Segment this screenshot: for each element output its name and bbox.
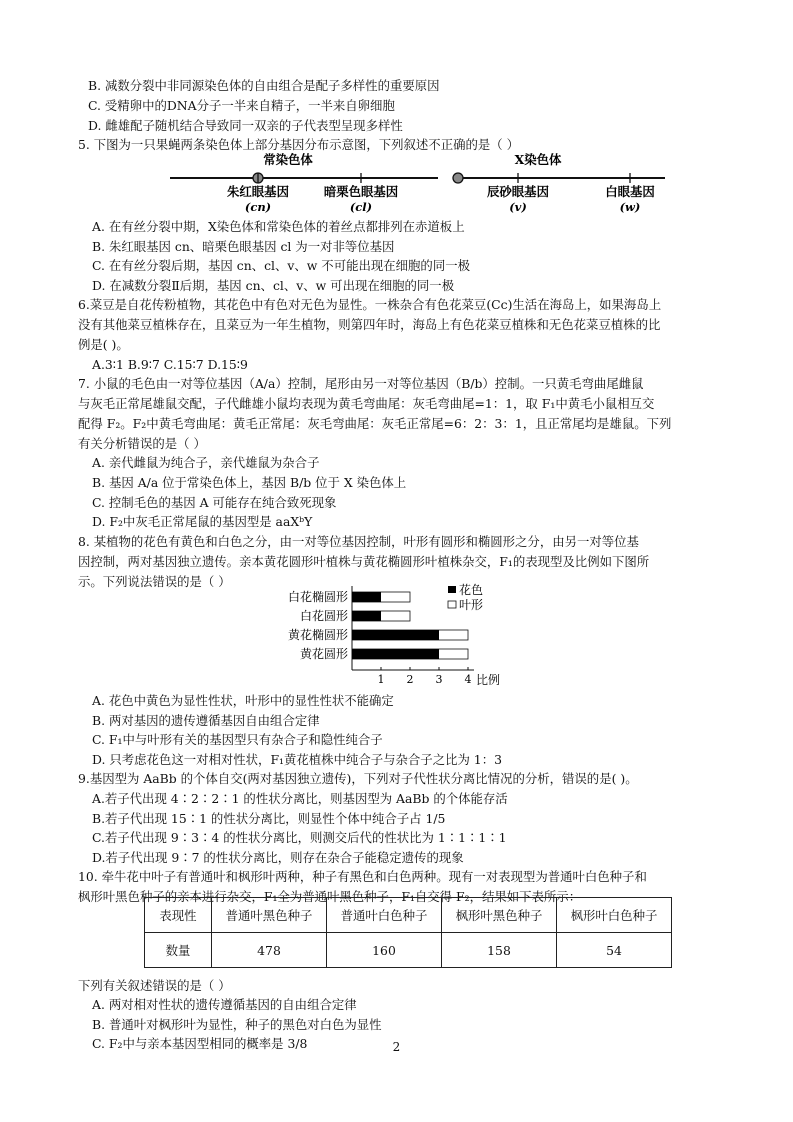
table-header-cell: 枫形叶白色种子 — [557, 898, 672, 933]
bar-flower-color — [352, 630, 439, 640]
f2-result-table — [144, 897, 672, 968]
table-header-cell: 普通叶白色种子 — [327, 898, 442, 933]
text-line-q7A: A. 亲代雌鼠为纯合子，亲代雄鼠为杂合子 — [92, 455, 320, 470]
text-line-q7c: 配得 F₂。F₂中黄毛弯曲尾：黄毛正常尾：灰毛弯曲尾：灰毛正常尾=6：2：3：1，且正常尾均是雄鼠。下列 — [78, 416, 672, 431]
x-axis-label: 比例 — [476, 673, 501, 687]
text-line-q10c: 下列有关叙述错误的是（ ） — [78, 978, 231, 993]
text-line-q8c: 示。下列说法错误的是（ ） — [78, 574, 231, 589]
x-centromere — [453, 173, 463, 183]
autosome-title: 常染色体 — [263, 152, 313, 167]
text-line-q10A: A. 两对相对性状的遗传遵循基因的自由组合定律 — [92, 997, 357, 1012]
table-header-row — [145, 898, 672, 933]
x-tick-label: 2 — [406, 673, 414, 686]
gene-cn-label: 朱红眼基因 — [227, 184, 289, 199]
legend-leaf-shape: 叶形 — [459, 598, 484, 612]
text-line-q7d: 有关分析错误的是（ ） — [78, 436, 206, 451]
table-row — [145, 933, 672, 968]
gene-w-symbol: (w) — [619, 200, 641, 214]
x-chromosome-title: X染色体 — [514, 152, 562, 167]
gene-cl-symbol: (cl) — [349, 200, 373, 214]
chromosome-diagram — [160, 152, 680, 214]
text-line-q8b: 因控制，两对基因独立遗传。亲本黄花圆形叶植株与黄花椭圆形叶植株杂交，F₁的表现型及比例如下图所 — [78, 554, 650, 569]
text-line-q9D: D.若子代出现 9∶7 的性状分离比，则存在杂合子能稳定遗传的现象 — [92, 850, 464, 865]
text-line-q8B: B. 两对基因的遗传遵循基因自由组合定律 — [92, 713, 320, 728]
text-line-q10b: 枫形叶黑色种子的亲本进行杂交，F₁全为普通叶黑色种子，F₁自交得 F₂，结果如下表所示： — [78, 889, 582, 904]
text-line-q8C: C. F₁中与叶形有关的基因型只有杂合子和隐性纯合子 — [92, 732, 383, 747]
table-header-cell: 普通叶黑色种子 — [212, 898, 327, 933]
text-line-q9C: C.若子代出现 9∶3∶4 的性状分离比，则测交后代的性状比为 1∶1∶1∶1 — [92, 830, 507, 845]
text-line-q7C: C. 控制毛色的基因 A 可能存在纯合致死现象 — [92, 495, 337, 510]
bar-flower-color — [352, 649, 439, 659]
gene-cl-label: 暗栗色眼基因 — [323, 184, 399, 199]
category-label: 白花圆形 — [299, 609, 348, 623]
category-label: 黄花圆形 — [299, 647, 348, 661]
text-line-q10a: 10. 牵牛花中叶子有普通叶和枫形叶两种，种子有黑色和白色两种。现有一对表现型为普通叶白色种子和 — [78, 869, 647, 884]
category-label: 白花椭圆形 — [287, 590, 348, 604]
legend-flower-color: 花色 — [459, 583, 484, 597]
text-line-q9B: B.若子代出现 15∶1 的性状分离比，则显性个体中纯合子占 1/5 — [92, 811, 446, 826]
text-line-q7a: 7. 小鼠的毛色由一对等位基因（A/a）控制，尾形由另一对等位基因（B/b）控制。一只黄毛弯曲尾雌鼠 — [78, 376, 644, 391]
table-cell: 160 — [327, 933, 442, 968]
text-line-q4b: B. 减数分裂中非同源染色体的自由组合是配子多样性的重要原因 — [88, 78, 440, 93]
text-line-q8a: 8. 某植物的花色有黄色和白色之分，由一对等位基因控制，叶形有圆形和椭圆形之分，由另一对等位基 — [78, 534, 639, 549]
category-label: 黄花椭圆形 — [287, 628, 348, 642]
text-line-q5c: C. 在有丝分裂后期，基因 cn、cl、v、w 不可能出现在细胞的同一极 — [92, 258, 470, 273]
text-line-q6a: 6.菜豆是自花传粉植物，其花色中有色对无色为显性。一株杂合有色花菜豆(Cc)生活在海岛上，如果海岛上 — [78, 297, 662, 312]
x-tick-label: 3 — [435, 673, 443, 686]
table-cell: 54 — [557, 933, 672, 968]
text-line-q5b: B. 朱红眼基因 cn、暗栗色眼基因 cl 为一对非等位基因 — [92, 239, 395, 254]
gene-v-symbol: (v) — [509, 200, 527, 214]
phenotype-ratio-chart — [270, 580, 530, 690]
table-header-cell: 表现性 — [145, 898, 212, 933]
legend-swatch-leaf-shape — [448, 601, 456, 608]
legend-swatch-flower-color — [448, 586, 456, 593]
text-line-q8D: D. 只考虑花色这一对相对性状，F₁黄花植株中纯合子与杂合子之比为 1：3 — [92, 752, 502, 767]
gene-cn-symbol: (cn) — [244, 200, 272, 214]
bar-flower-color — [352, 592, 381, 602]
text-line-q10B: B. 普通叶对枫形叶为显性，种子的黑色对白色为显性 — [92, 1017, 382, 1032]
text-line-q5d: D. 在减数分裂Ⅱ后期，基因 cn、cl、v、w 可出现在细胞的同一极 — [92, 278, 455, 293]
table-cell: 478 — [212, 933, 327, 968]
table-cell: 158 — [442, 933, 557, 968]
text-line-q7B: B. 基因 A/a 位于常染色体上，基因 B/b 位于 X 染色体上 — [92, 475, 407, 490]
text-line-q7D: D. F₂中灰毛正常尾鼠的基因型是 aaXᵇY — [92, 514, 313, 529]
text-line-q6b: 没有其他菜豆植株存在，且菜豆为一年生植物，则第四年时，海岛上有色花菜豆植株和无色花菜豆植株的比 — [78, 317, 661, 332]
x-tick-label: 1 — [377, 673, 385, 686]
text-line-q10C: C. F₂中与亲本基因型相同的概率是 3/8 — [92, 1036, 308, 1051]
text-line-q7b: 与灰毛正常尾雄鼠交配，子代雌雄小鼠均表现为黄毛弯曲尾：灰毛弯曲尾=1：1，取 F₁中黄毛小鼠相互交 — [78, 396, 655, 411]
table-header-cell: 枫形叶黑色种子 — [442, 898, 557, 933]
text-line-q4d: D. 雌雄配子随机结合导致同一双亲的子代表型呈现多样性 — [88, 118, 403, 133]
text-line-q8A: A. 花色中黄色为显性性状，叶形中的显性性状不能确定 — [92, 693, 394, 708]
text-line-q4c: C. 受精卵中的DNA分子一半来自精子，一半来自卵细胞 — [88, 98, 395, 113]
bar-flower-color — [352, 611, 381, 621]
x-tick-label: 4 — [464, 673, 472, 686]
page-number: 2 — [392, 1040, 401, 1054]
text-line-q6o: A.3∶1 B.9∶7 C.15∶7 D.15∶9 — [92, 357, 248, 372]
table-cell: 数量 — [145, 933, 212, 968]
gene-v-label: 辰砂眼基因 — [487, 184, 549, 199]
gene-w-label: 白眼基因 — [605, 184, 655, 199]
text-line-q9: 9.基因型为 AaBb 的个体自交(两对基因独立遗传)，下列对子代性状分离比情况的分析，错误的是( )。 — [78, 771, 638, 786]
text-line-q5a: A. 在有丝分裂中期，X染色体和常染色体的着丝点都排列在赤道板上 — [92, 219, 465, 234]
text-line-q9A: A.若子代出现 4∶2∶2∶1 的性状分离比，则基因型为 AaBb 的个体能存活 — [92, 791, 508, 806]
text-line-q6c: 例是( )。 — [78, 337, 129, 352]
text-line-q5: 5. 下图为一只果蝇两条染色体上部分基因分布示意图，下列叙述不正确的是（ ） — [78, 137, 519, 152]
